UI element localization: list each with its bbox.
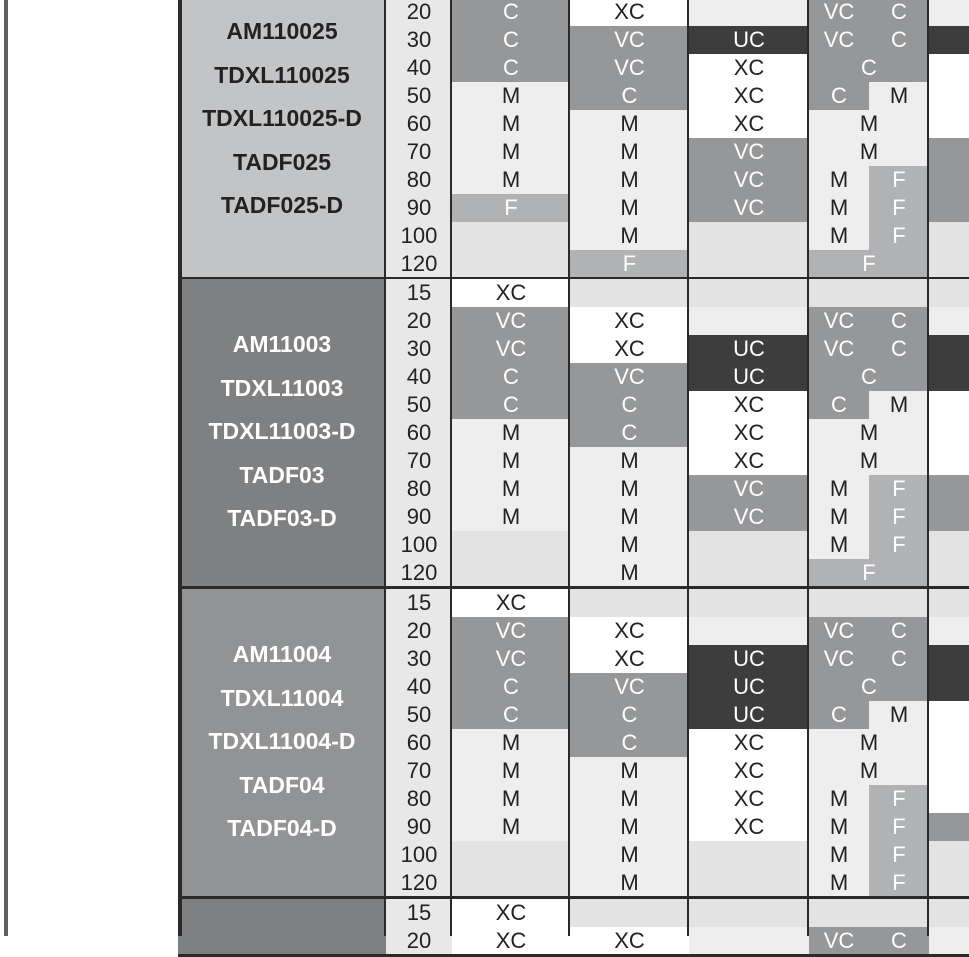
row-value: 120 (386, 250, 452, 278)
chart-cell-c4a: C (809, 82, 869, 110)
chart-cell-c3 (689, 589, 809, 617)
chart-cell-c4: C (809, 54, 929, 82)
chart-cell-c5 (929, 813, 969, 841)
chart-cell-c1: C (452, 54, 570, 82)
column-divider (178, 0, 182, 936)
chart-cell-c5 (929, 785, 969, 813)
chart-cell-c4b: C (869, 0, 929, 26)
row-value: 50 (386, 701, 452, 729)
chart-cell-c3: UC (689, 26, 809, 54)
product-code-label: TADF04 (239, 771, 325, 798)
chart-cell-c4a: VC (809, 335, 869, 363)
row-value: 80 (386, 785, 452, 813)
chart-cell-c2: XC (570, 645, 689, 673)
chart-cell-c1 (452, 222, 570, 250)
chart-cell-c5 (929, 166, 969, 194)
chart-cell-c1 (452, 531, 570, 559)
chart-cell-c1: XC (452, 589, 570, 617)
chart-cell-c4: F (809, 559, 929, 587)
chart-cell-c1: VC (452, 335, 570, 363)
chart-cell-c4a: M (809, 194, 869, 222)
chart-cell-c4b: M (869, 391, 929, 419)
product-code-label: TADF025-D (220, 192, 344, 218)
chart-cell-c2: M (570, 138, 689, 166)
chart-cell-c5 (929, 54, 969, 82)
chart-cell-c1: XC (452, 279, 570, 307)
row-value: 80 (386, 475, 452, 503)
chart-cell-c4b: F (869, 869, 929, 897)
column-divider (807, 0, 809, 936)
chart-cell-c1 (452, 250, 570, 278)
row-value: 30 (386, 26, 452, 54)
chart-cell-c4a: M (809, 166, 869, 194)
chart-cell-c3: UC (689, 363, 809, 391)
chart-cell-c3 (689, 869, 809, 897)
chart-cell-c1: M (452, 785, 570, 813)
chart-cell-c3: XC (689, 729, 809, 757)
row-value: 70 (386, 757, 452, 785)
chart-cell-c4b: F (869, 222, 929, 250)
chart-cell-c1: M (452, 475, 570, 503)
chart-cell-c4a: VC (809, 645, 869, 673)
chart-cell-c3: UC (689, 335, 809, 363)
chart-cell-c2: C (570, 419, 689, 447)
chart-cell-c4a: VC (809, 927, 869, 955)
row-value: 90 (386, 813, 452, 841)
chart-cell-c3 (689, 841, 809, 869)
row-value: 120 (386, 559, 452, 587)
chart-cell-c3: UC (689, 673, 809, 701)
row-value: 20 (386, 0, 452, 26)
chart-cell-c5 (929, 26, 969, 54)
chart-cell-c2: XC (570, 927, 689, 955)
product-code-label: TADF025 (233, 148, 331, 175)
chart-cell-c3 (689, 531, 809, 559)
chart-cell-c4b: C (869, 927, 929, 955)
chart-cell-c2: C (570, 391, 689, 419)
chart-cell-c2: XC (570, 617, 689, 645)
chart-cell-c2: M (570, 813, 689, 841)
chart-cell-c4: M (809, 110, 929, 138)
chart-cell-c2: M (570, 531, 689, 559)
chart-cell-c5 (929, 419, 969, 447)
chart-cell-c4a: M (809, 841, 869, 869)
product-code-label: TDXL11004 (220, 684, 344, 711)
chart-cell-c2: VC (570, 54, 689, 82)
row-value: 90 (386, 194, 452, 222)
speed-chart-table (178, 0, 969, 953)
chart-cell-c1: XC (452, 927, 570, 955)
row-value: 30 (386, 335, 452, 363)
chart-cell-c4a: M (809, 785, 869, 813)
product-code-label: AM11003 (232, 331, 332, 357)
chart-cell-c5 (929, 0, 969, 26)
chart-cell-c3 (689, 279, 809, 307)
chart-cell-c1: M (452, 813, 570, 841)
chart-cell-c4b: F (869, 475, 929, 503)
chart-cell-c4a: VC (809, 307, 869, 335)
row-value: 70 (386, 447, 452, 475)
chart-cell-c1: M (452, 82, 570, 110)
chart-cell-c3: VC (689, 166, 809, 194)
column-divider (568, 0, 570, 936)
chart-cell-c5 (929, 475, 969, 503)
chart-cell-c1 (452, 559, 570, 587)
column-divider (927, 0, 929, 936)
chart-cell-c1: C (452, 701, 570, 729)
chart-cell-c1: F (452, 194, 570, 222)
chart-cell-c5 (929, 279, 969, 307)
chart-cell-c3 (689, 0, 809, 26)
chart-cell-c3 (689, 250, 809, 278)
chart-cell-c4b: F (869, 813, 929, 841)
chart-cell-c3: XC (689, 785, 809, 813)
product-code-label: TADF03-D (227, 505, 337, 531)
product-code-label: TDXL11003-D (208, 418, 356, 444)
row-value: 15 (386, 279, 452, 307)
row-value: 30 (386, 645, 452, 673)
product-code-label: AM11004 (232, 641, 332, 667)
chart-cell-c2: M (570, 110, 689, 138)
product-code-label: TDXL110025 (214, 61, 350, 88)
chart-cell-c4 (809, 899, 929, 927)
chart-cell-c4a: M (809, 869, 869, 897)
chart-cell-c1: M (452, 110, 570, 138)
row-value: 100 (386, 222, 452, 250)
chart-cell-c5 (929, 673, 969, 701)
chart-cell-c4b: C (869, 617, 929, 645)
chart-cell-c5 (929, 391, 969, 419)
chart-cell-c2 (570, 899, 689, 927)
chart-cell-c4b: C (869, 335, 929, 363)
chart-cell-c2: M (570, 222, 689, 250)
chart-cell-c5 (929, 617, 969, 645)
chart-cell-c1: VC (452, 617, 570, 645)
chart-cell-c4a: M (809, 222, 869, 250)
chart-cell-c1: M (452, 419, 570, 447)
chart-cell-c3 (689, 927, 809, 955)
row-value: 100 (386, 531, 452, 559)
row-value: 20 (386, 307, 452, 335)
chart-cell-c3: XC (689, 757, 809, 785)
chart-cell-c2: M (570, 841, 689, 869)
chart-cell-c5 (929, 335, 969, 363)
chart-cell-c2: M (570, 503, 689, 531)
chart-cell-c2: M (570, 559, 689, 587)
chart-cell-c5 (929, 701, 969, 729)
chart-cell-c4b: F (869, 531, 929, 559)
chart-cell-c3: XC (689, 82, 809, 110)
chart-cell-c5 (929, 447, 969, 475)
row-value: 40 (386, 363, 452, 391)
chart-cell-c4b: F (869, 166, 929, 194)
row-value: 60 (386, 110, 452, 138)
chart-cell-c4: M (809, 447, 929, 475)
chart-cell-c5 (929, 899, 969, 927)
product-code-label: AM110025 (226, 18, 338, 44)
chart-cell-c4 (809, 279, 929, 307)
chart-cell-c2: C (570, 729, 689, 757)
chart-cell-c3 (689, 307, 809, 335)
row-value: 70 (386, 138, 452, 166)
chart-cell-c5 (929, 757, 969, 785)
chart-cell-c4b: F (869, 194, 929, 222)
chart-cell-c4b: C (869, 26, 929, 54)
chart-cell-c2: M (570, 785, 689, 813)
chart-cell-c3: VC (689, 138, 809, 166)
chart-cell-c1: C (452, 391, 570, 419)
chart-cell-c4a: M (809, 813, 869, 841)
chart-cell-c2: M (570, 757, 689, 785)
chart-cell-c1: M (452, 729, 570, 757)
chart-cell-c2 (570, 589, 689, 617)
row-value: 60 (386, 729, 452, 757)
chart-cell-c4b: M (869, 82, 929, 110)
chart-cell-c1: VC (452, 645, 570, 673)
chart-cell-c1 (452, 841, 570, 869)
chart-cell-c2: XC (570, 307, 689, 335)
chart-cell-c1: C (452, 673, 570, 701)
chart-cell-c4a: M (809, 531, 869, 559)
chart-cell-c4 (809, 589, 929, 617)
chart-cell-c3: XC (689, 391, 809, 419)
chart-cell-c3 (689, 559, 809, 587)
chart-cell-c1: C (452, 0, 570, 26)
column-divider (450, 0, 452, 936)
column-divider (687, 0, 689, 936)
chart-cell-c4: M (809, 419, 929, 447)
chart-cell-c2: XC (570, 335, 689, 363)
chart-cell-c4b: F (869, 841, 929, 869)
row-value: 15 (386, 899, 452, 927)
chart-cell-c5 (929, 927, 969, 955)
chart-cell-c1: C (452, 363, 570, 391)
row-value: 50 (386, 391, 452, 419)
chart-cell-c1: M (452, 503, 570, 531)
chart-cell-c4b: C (869, 307, 929, 335)
left-margin-rule (4, 0, 8, 936)
chart-cell-c5 (929, 729, 969, 757)
chart-cell-c5 (929, 363, 969, 391)
chart-cell-c1: M (452, 166, 570, 194)
row-value: 120 (386, 869, 452, 897)
chart-cell-c1: M (452, 138, 570, 166)
chart-cell-c4b: F (869, 785, 929, 813)
chart-cell-c1: M (452, 447, 570, 475)
chart-cell-c4a: C (809, 701, 869, 729)
row-value: 90 (386, 503, 452, 531)
chart-cell-c5 (929, 559, 969, 587)
chart-cell-c2: C (570, 82, 689, 110)
product-code-label: TDXL11004-D (208, 728, 356, 754)
chart-cell-c5 (929, 841, 969, 869)
chart-cell-c1 (452, 869, 570, 897)
column-divider (384, 0, 386, 936)
chart-cell-c2: M (570, 475, 689, 503)
chart-cell-c2: VC (570, 26, 689, 54)
chart-cell-c4: C (809, 673, 929, 701)
chart-cell-c3: XC (689, 447, 809, 475)
chart-cell-c3: XC (689, 110, 809, 138)
product-code-label: TADF04-D (227, 815, 337, 841)
row-value: 20 (386, 927, 452, 955)
chart-cell-c5 (929, 531, 969, 559)
chart-cell-c1: M (452, 757, 570, 785)
chart-cell-c2: M (570, 447, 689, 475)
chart-cell-c2: XC (570, 0, 689, 26)
chart-cell-c5 (929, 250, 969, 278)
chart-cell-c4: M (809, 138, 929, 166)
chart-cell-c1: C (452, 26, 570, 54)
chart-cell-c4: M (809, 757, 929, 785)
chart-cell-c4b: M (869, 701, 929, 729)
chart-cell-c4: F (809, 250, 929, 278)
chart-cell-c2 (570, 279, 689, 307)
row-value: 40 (386, 54, 452, 82)
chart-cell-c5 (929, 138, 969, 166)
chart-cell-c4a: M (809, 475, 869, 503)
row-value: 15 (386, 589, 452, 617)
chart-cell-c3 (689, 617, 809, 645)
chart-cell-c3: VC (689, 194, 809, 222)
chart-cell-c3 (689, 222, 809, 250)
product-code-label: TDXL11003 (220, 374, 344, 401)
chart-cell-c2: C (570, 701, 689, 729)
row-value: 60 (386, 419, 452, 447)
chart-cell-c4a: VC (809, 617, 869, 645)
chart-cell-c5 (929, 82, 969, 110)
chart-cell-c1: XC (452, 899, 570, 927)
chart-cell-c5 (929, 307, 969, 335)
chart-cell-c4: M (809, 729, 929, 757)
row-value: 100 (386, 841, 452, 869)
chart-cell-c3: UC (689, 645, 809, 673)
chart-cell-c4: C (809, 363, 929, 391)
chart-cell-c2: M (570, 166, 689, 194)
chart-cell-c2: VC (570, 673, 689, 701)
chart-cell-c4b: C (869, 645, 929, 673)
chart-cell-c2: F (570, 250, 689, 278)
chart-cell-c2: M (570, 194, 689, 222)
chart-cell-c5 (929, 222, 969, 250)
chart-cell-c5 (929, 110, 969, 138)
chart-cell-c5 (929, 194, 969, 222)
chart-cell-c3: XC (689, 419, 809, 447)
chart-cell-c4a: M (809, 503, 869, 531)
chart-cell-c5 (929, 869, 969, 897)
chart-cell-c3: XC (689, 813, 809, 841)
chart-cell-c2: M (570, 869, 689, 897)
chart-cell-c3 (689, 899, 809, 927)
row-value: 80 (386, 166, 452, 194)
product-code-label: TDXL110025-D (202, 105, 362, 131)
chart-cell-c3: XC (689, 54, 809, 82)
row-value: 40 (386, 673, 452, 701)
series-group-4 (178, 899, 386, 955)
chart-cell-c4b: F (869, 503, 929, 531)
product-code-label: TADF03 (239, 461, 325, 488)
chart-cell-c4a: C (809, 391, 869, 419)
chart-cell-c3: VC (689, 475, 809, 503)
chart-cell-c2: VC (570, 363, 689, 391)
chart-cell-c5 (929, 645, 969, 673)
row-value: 20 (386, 617, 452, 645)
chart-cell-c5 (929, 503, 969, 531)
chart-cell-c1: VC (452, 307, 570, 335)
chart-cell-c5 (929, 589, 969, 617)
row-value: 50 (386, 82, 452, 110)
chart-cell-c3: UC (689, 701, 809, 729)
chart-cell-c3: VC (689, 503, 809, 531)
chart-cell-c4a: VC (809, 0, 869, 26)
chart-cell-c4a: VC (809, 26, 869, 54)
